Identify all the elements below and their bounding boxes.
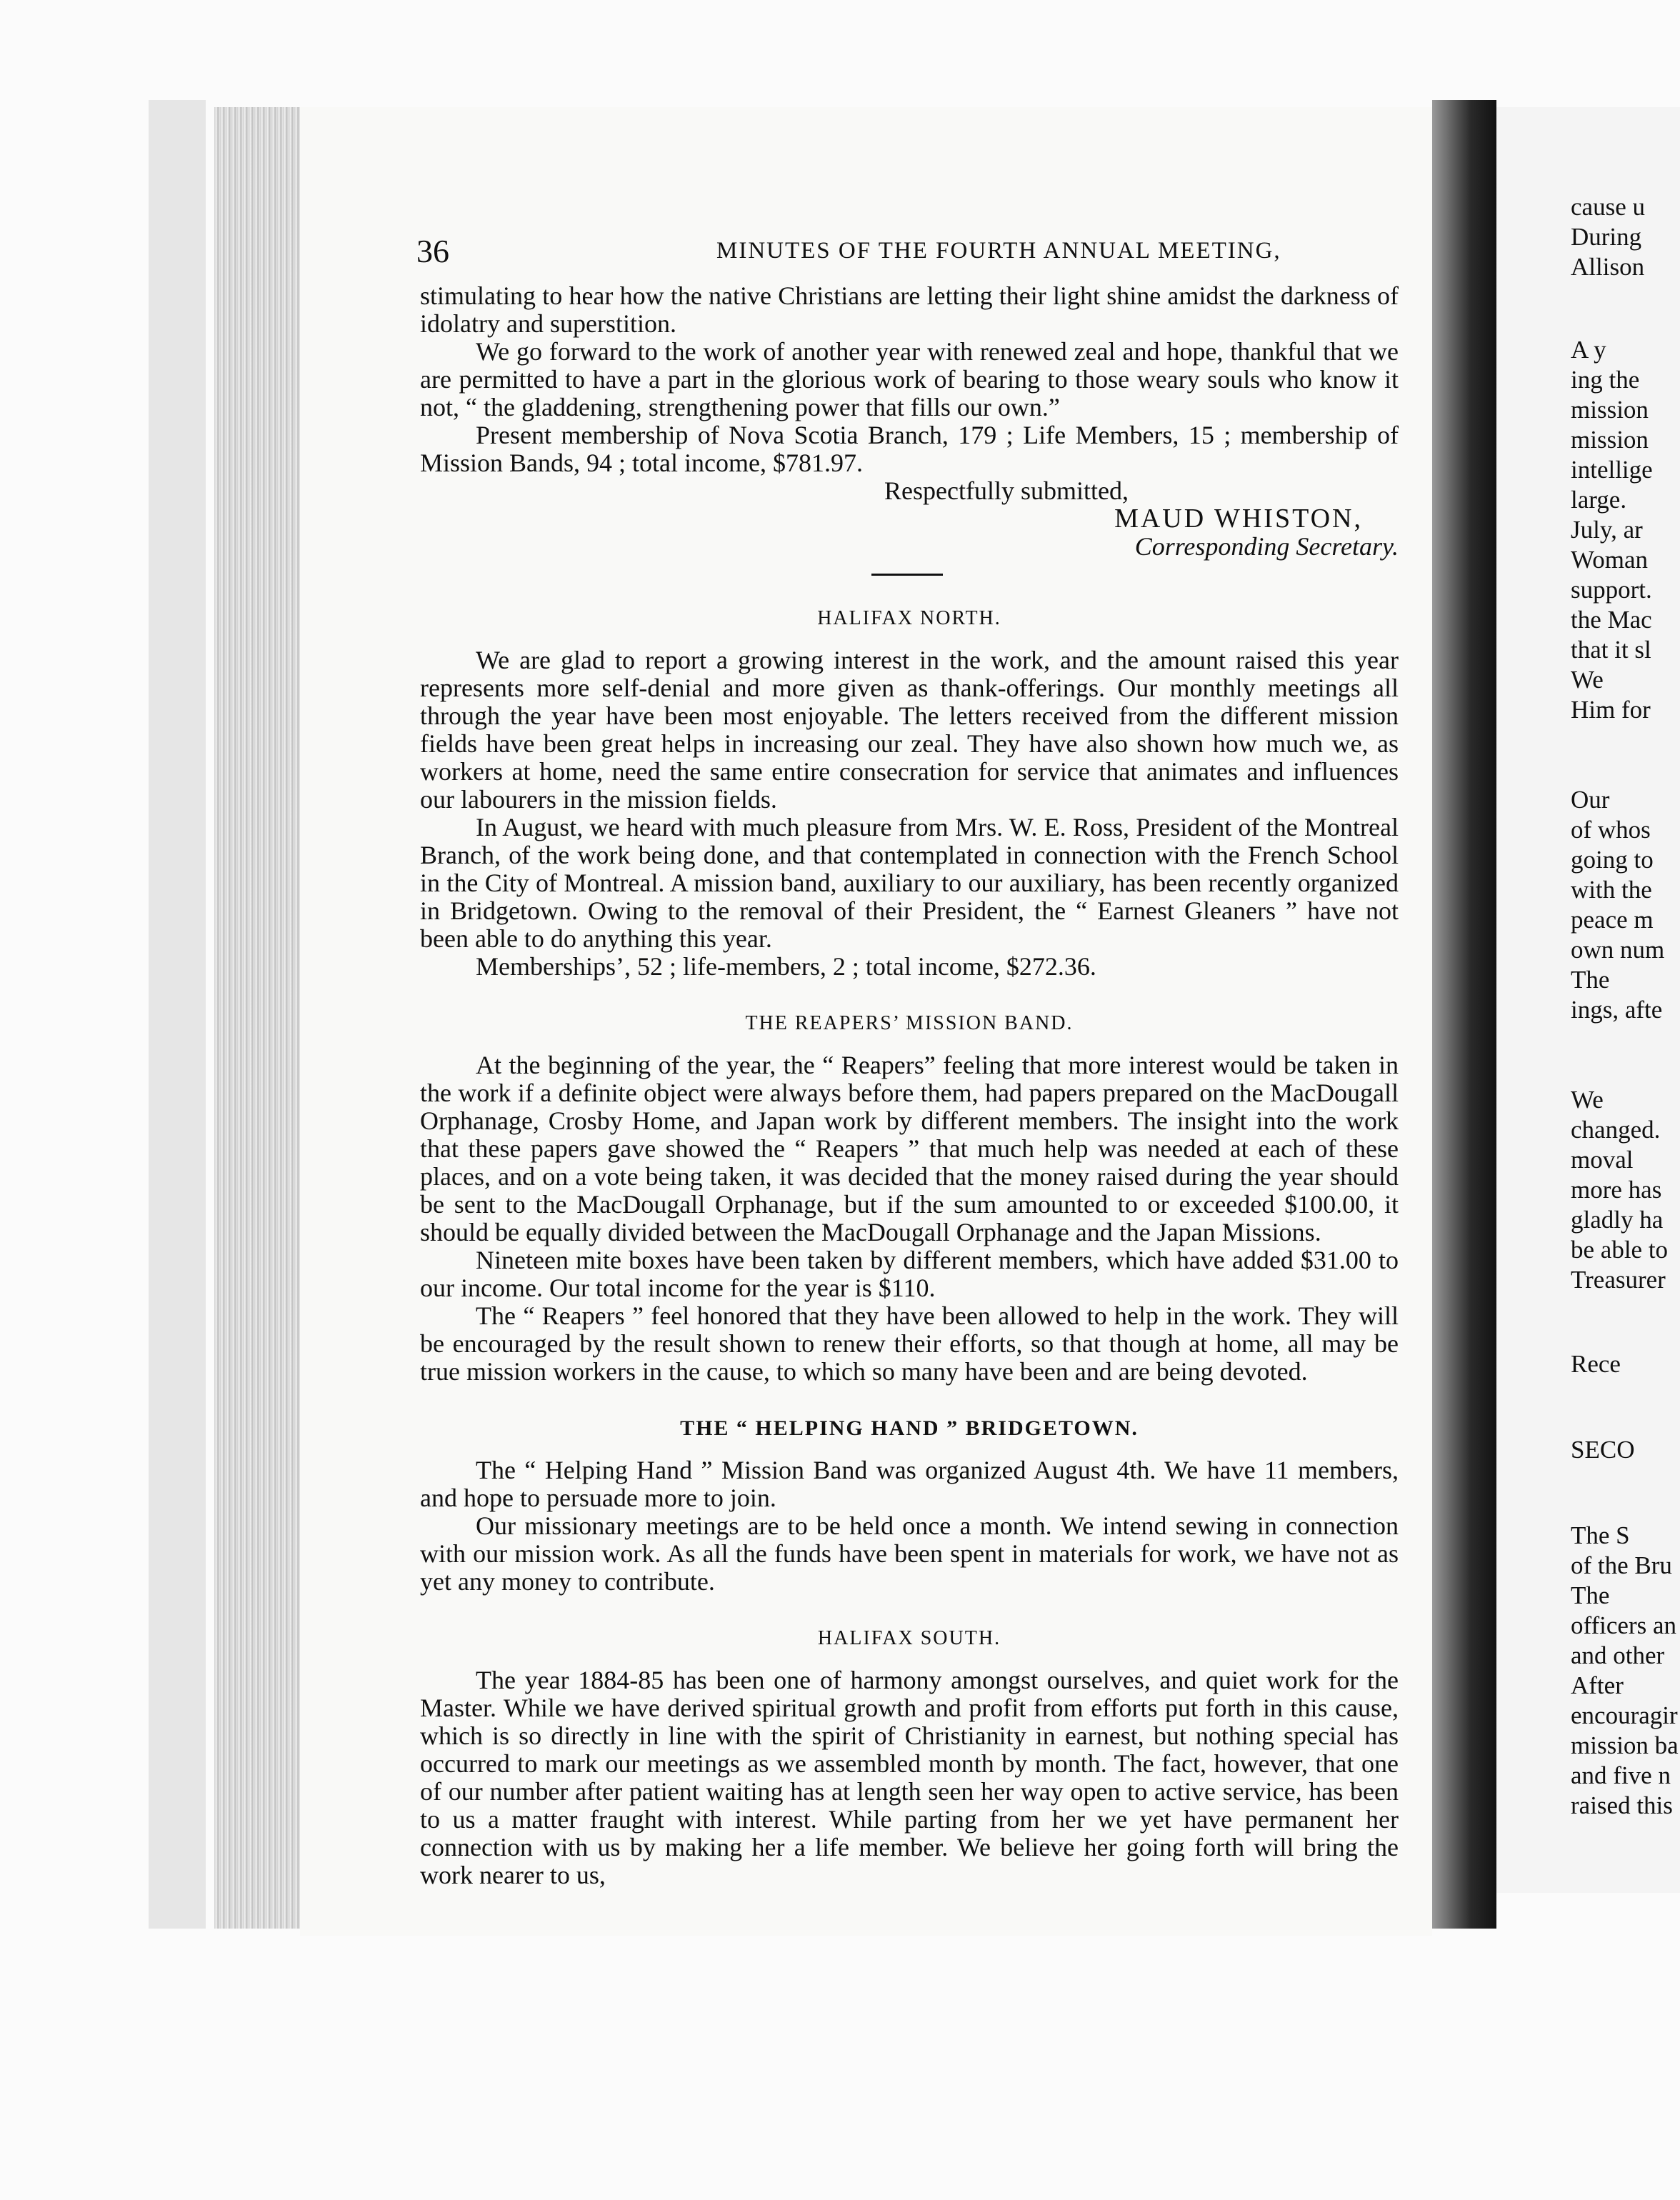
section-paragraph: The “ Helping Hand ” Mission Band was organized August 4th. We have 11 members, and hope to persuade more to join.: [420, 1456, 1399, 1512]
facing-page-line: Allison: [1571, 253, 1645, 281]
facing-page-line: mission: [1571, 396, 1649, 424]
facing-page-line: gladly ha: [1571, 1206, 1664, 1234]
section-paragraph: At the beginning of the year, the “ Reapers” feeling that more interest would be taken in the work if a definite object were always before them, had papers prepared on the MacDougall Orphanage, Crosby Home, and Japan work by different members. The insight into the work that these papers gave showed the “ Reapers ” that much help was needed at each of these places, and on a vote being taken, it was decided that the money raised during the year should be sent to the MacDougall Orphanage, but if the sum amounted to or exceeded $100.00, it should be equally divided between the MacDougall Orphanage and the Japan Missions.: [420, 1051, 1399, 1246]
section-paragraph: Memberships’, 52 ; life-members, 2 ; total income, $272.36.: [476, 952, 1096, 981]
section-heading: THE REAPERS’ MISSION BAND.: [745, 1012, 1074, 1034]
membership-paragraph: Present membership of Nova Scotia Branch, 179 ; Life Members, 15 ; membership of Mission Bands, 94 ; total income, $781.97.: [420, 421, 1399, 477]
facing-page-line: with the: [1571, 876, 1652, 904]
section-paragraph: We are glad to report a growing interest in the work, and the amount raised this year represents more self-denial and more given as thank-offerings. Our monthly meetings all through the year have been most enjoyable. The letters received from the different mission fields have been great helps in increasing our zeal. They have also shown how much we, as workers at home, need the same entire consecration for service that animates and influences our labourers in the mission fields.: [420, 646, 1399, 814]
facing-page-line: raised this: [1571, 1791, 1673, 1819]
section-heading: THE “ HELPING HAND ” BRIDGETOWN.: [680, 1416, 1139, 1440]
facing-page-line: changed.: [1571, 1116, 1661, 1144]
document-page: [300, 107, 1432, 1936]
facing-page-line: intellige: [1571, 456, 1653, 484]
section-paragraph: The year 1884-85 has been one of harmony amongst ourselves, and quiet work for the Master. While we have derived spiritual growth and profit from efforts put forth in this cause, which is so directly in line with the spirit of Christianity in earnest, but nothing special has occurred to mark our meetings as we assembled month by month. The fact, however, that one of our number after patient waiting has at length seen her way open to active service, has been to us a matter fraught with interest. While parting from her we yet have permanent her connection with us by making her a life member. We believe her going forth will bring the work nearer to us,: [420, 1666, 1399, 1889]
facing-page-line: Woman: [1571, 546, 1648, 574]
facing-page: [1496, 107, 1680, 1893]
opening-paragraph: stimulating to hear how the native Christians are letting their light shine amidst the darkness of idolatry and superstition.: [420, 281, 1399, 338]
facing-page-line: support.: [1571, 576, 1652, 604]
facing-page-line: large.: [1571, 486, 1627, 514]
facing-page-line: cause u: [1571, 193, 1645, 221]
facing-page-line: of whos: [1571, 816, 1651, 844]
section-heading: HALIFAX SOUTH.: [817, 1627, 1001, 1649]
facing-page-line: the Mac: [1571, 606, 1652, 634]
facing-page-line: of the Bru: [1571, 1551, 1672, 1579]
facing-page-line: that it sl: [1571, 636, 1651, 664]
facing-page-line: mission ba: [1571, 1731, 1679, 1759]
facing-page-line: ing the: [1571, 366, 1640, 394]
facing-page-line: The: [1571, 966, 1610, 994]
facing-page-line: A y: [1571, 336, 1606, 364]
signatory-title: Corresponding Secretary.: [1134, 532, 1399, 561]
facing-page-line: The: [1571, 1581, 1610, 1609]
facing-page-line: officers an: [1571, 1611, 1677, 1639]
book-gutter: [1432, 100, 1496, 1929]
facing-page-line: After: [1571, 1671, 1624, 1699]
facing-page-line: and other: [1571, 1641, 1665, 1669]
page-header: [416, 232, 1396, 275]
section-paragraph: The “ Reapers ” feel honored that they have been allowed to help in the work. They will be encouraged by the result shown to renew their efforts, so that though at home, all may be true mission workers in the cause, to which so many have been and are being devoted.: [420, 1301, 1399, 1386]
page-body: [420, 282, 1399, 1889]
facing-page-line: peace m: [1571, 906, 1654, 934]
running-head: MINUTES OF THE FOURTH ANNUAL MEETING,: [716, 238, 1281, 264]
facing-page-line: Treasurer: [1571, 1266, 1666, 1294]
facing-page-line: July, ar: [1571, 516, 1643, 544]
facing-page-line: going to: [1571, 846, 1654, 874]
facing-page-line: SECO: [1571, 1436, 1635, 1464]
section-heading: HALIFAX NORTH.: [817, 607, 1001, 629]
facing-page-line: The S: [1571, 1521, 1630, 1549]
section-paragraph: In August, we heard with much pleasure from Mrs. W. E. Ross, President of the Montreal Branch, of the work being done, and that contemplated in connection with the French School in the City of Montreal. A mission band, auxiliary to our auxiliary, has been recently organized in Bridgetown. Owing to the removal of their President, the “ Earnest Gleaners ” have not been able to do anything this year.: [420, 813, 1399, 953]
facing-page-line: Him for: [1571, 696, 1651, 724]
facing-page-line: and five n: [1571, 1761, 1671, 1789]
page-number: 36: [416, 233, 449, 269]
facing-page-line: ings, afte: [1571, 996, 1663, 1024]
facing-page-line: be able to: [1571, 1236, 1669, 1264]
facing-page-line: We: [1571, 666, 1604, 694]
facing-page-line: encouragir: [1571, 1701, 1678, 1729]
facing-page-line: moval: [1571, 1146, 1634, 1174]
opening-paragraph: We go forward to the work of another year with renewed zeal and hope, thankful that we are permitted to have a part in the glorious work of bearing to those weary souls who know it not, “ the gladdening, strengthening power that fills our own.”: [420, 337, 1399, 421]
section-paragraph: Our missionary meetings are to be held once a month. We intend sewing in connection with our mission work. As all the funds have been spent in materials for work, we have not as yet any money to contribute.: [420, 1511, 1399, 1596]
facing-page-line: mission: [1571, 426, 1649, 454]
facing-page-line: more has: [1571, 1176, 1662, 1204]
page-stack-edges: [214, 107, 300, 1929]
section-divider: [871, 574, 943, 576]
facing-page-line: We: [1571, 1086, 1604, 1114]
facing-page-line: Our: [1571, 786, 1610, 814]
closing-line: Respectfully submitted,: [884, 476, 1129, 505]
facing-page-line: Rece: [1571, 1350, 1621, 1378]
facing-page-line: During: [1571, 223, 1642, 251]
section-paragraph: Nineteen mite boxes have been taken by different members, which have added $31.00 to our income. Our total income for the year is $110.: [420, 1246, 1399, 1302]
book-cover-edge: [149, 100, 206, 1929]
facing-page-line: own num: [1571, 936, 1665, 964]
signatory-name: MAUD WHISTON,: [1114, 504, 1363, 534]
